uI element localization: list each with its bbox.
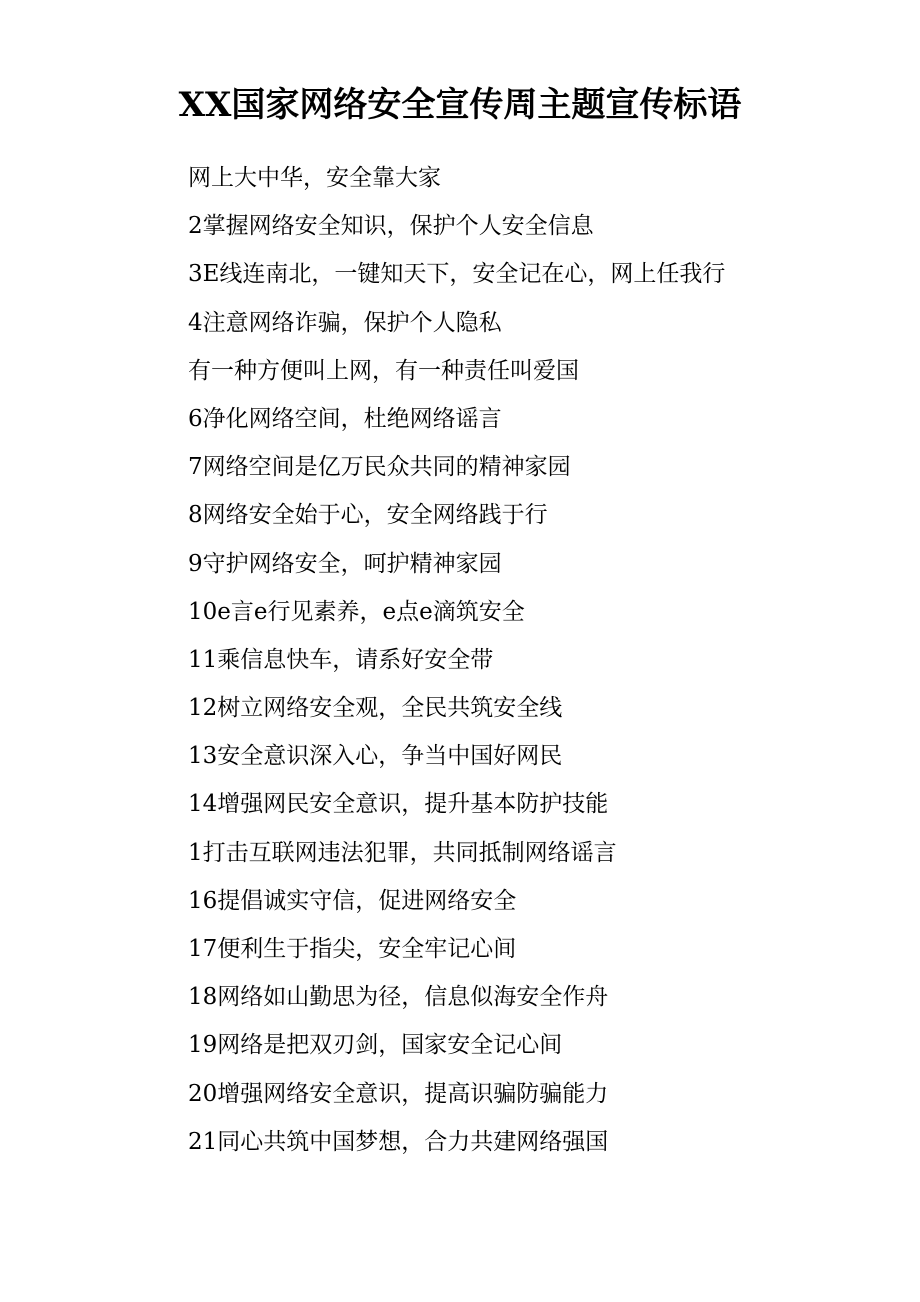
slogan-line-3: 3E线连南北，一键知天下，安全记在心，网上任我行 [188, 261, 726, 288]
document-title: XX国家网络安全宣传周主题宣传标语 [178, 85, 742, 125]
slogan-list [188, 154, 725, 1166]
slogan-line-9: 9守护网络安全，呵护精神家园 [188, 550, 502, 577]
slogan-line-12: 12树立网络安全观，全民共筑安全线 [188, 695, 563, 722]
slogan-line-2: 2掌握网络安全知识，保护个人安全信息 [188, 213, 594, 240]
slogan-line-18: 18网络如山勤思为径，信息似海安全作舟 [188, 984, 609, 1011]
slogan-line-1: 网上大中华，安全靠大家 [188, 165, 441, 191]
slogan-line-20: 20增强网络安全意识，提高识骗防骗能力 [188, 1080, 609, 1107]
slogan-line-13: 13安全意识深入心，争当中国好网民 [188, 743, 563, 770]
slogan-line-5: 有一种方便叫上网，有一种责任叫爱国 [188, 357, 579, 384]
slogan-line-19: 19网络是把双刃剑，国家安全记心间 [188, 1032, 563, 1059]
slogan-line-7: 7网络空间是亿万民众共同的精神家园 [188, 454, 571, 481]
slogan-line-17: 17便利生于指尖，安全牢记心间 [188, 936, 517, 962]
slogan-line-21: 21同心共筑中国梦想，合力共建网络强国 [188, 1128, 609, 1155]
slogan-line-11: 11乘信息快车，请系好安全带 [188, 646, 494, 673]
slogan-line-4: 4注意网络诈骗，保护个人隐私 [188, 309, 502, 336]
slogan-line-15: 1打击互联网违法犯罪，共同抵制网络谣言 [188, 839, 617, 866]
slogan-line-14: 14增强网民安全意识，提升基本防护技能 [188, 791, 609, 818]
slogan-line-16: 16提倡诚实守信，促进网络安全 [188, 887, 517, 914]
slogan-line-6: 6净化网络空间，杜绝网络谣言 [188, 405, 502, 432]
slogan-line-10: 10e言e行见素养，e点e滴筑安全 [188, 598, 525, 625]
slogan-line-8: 8网络安全始于心，安全网络践于行 [188, 502, 548, 529]
